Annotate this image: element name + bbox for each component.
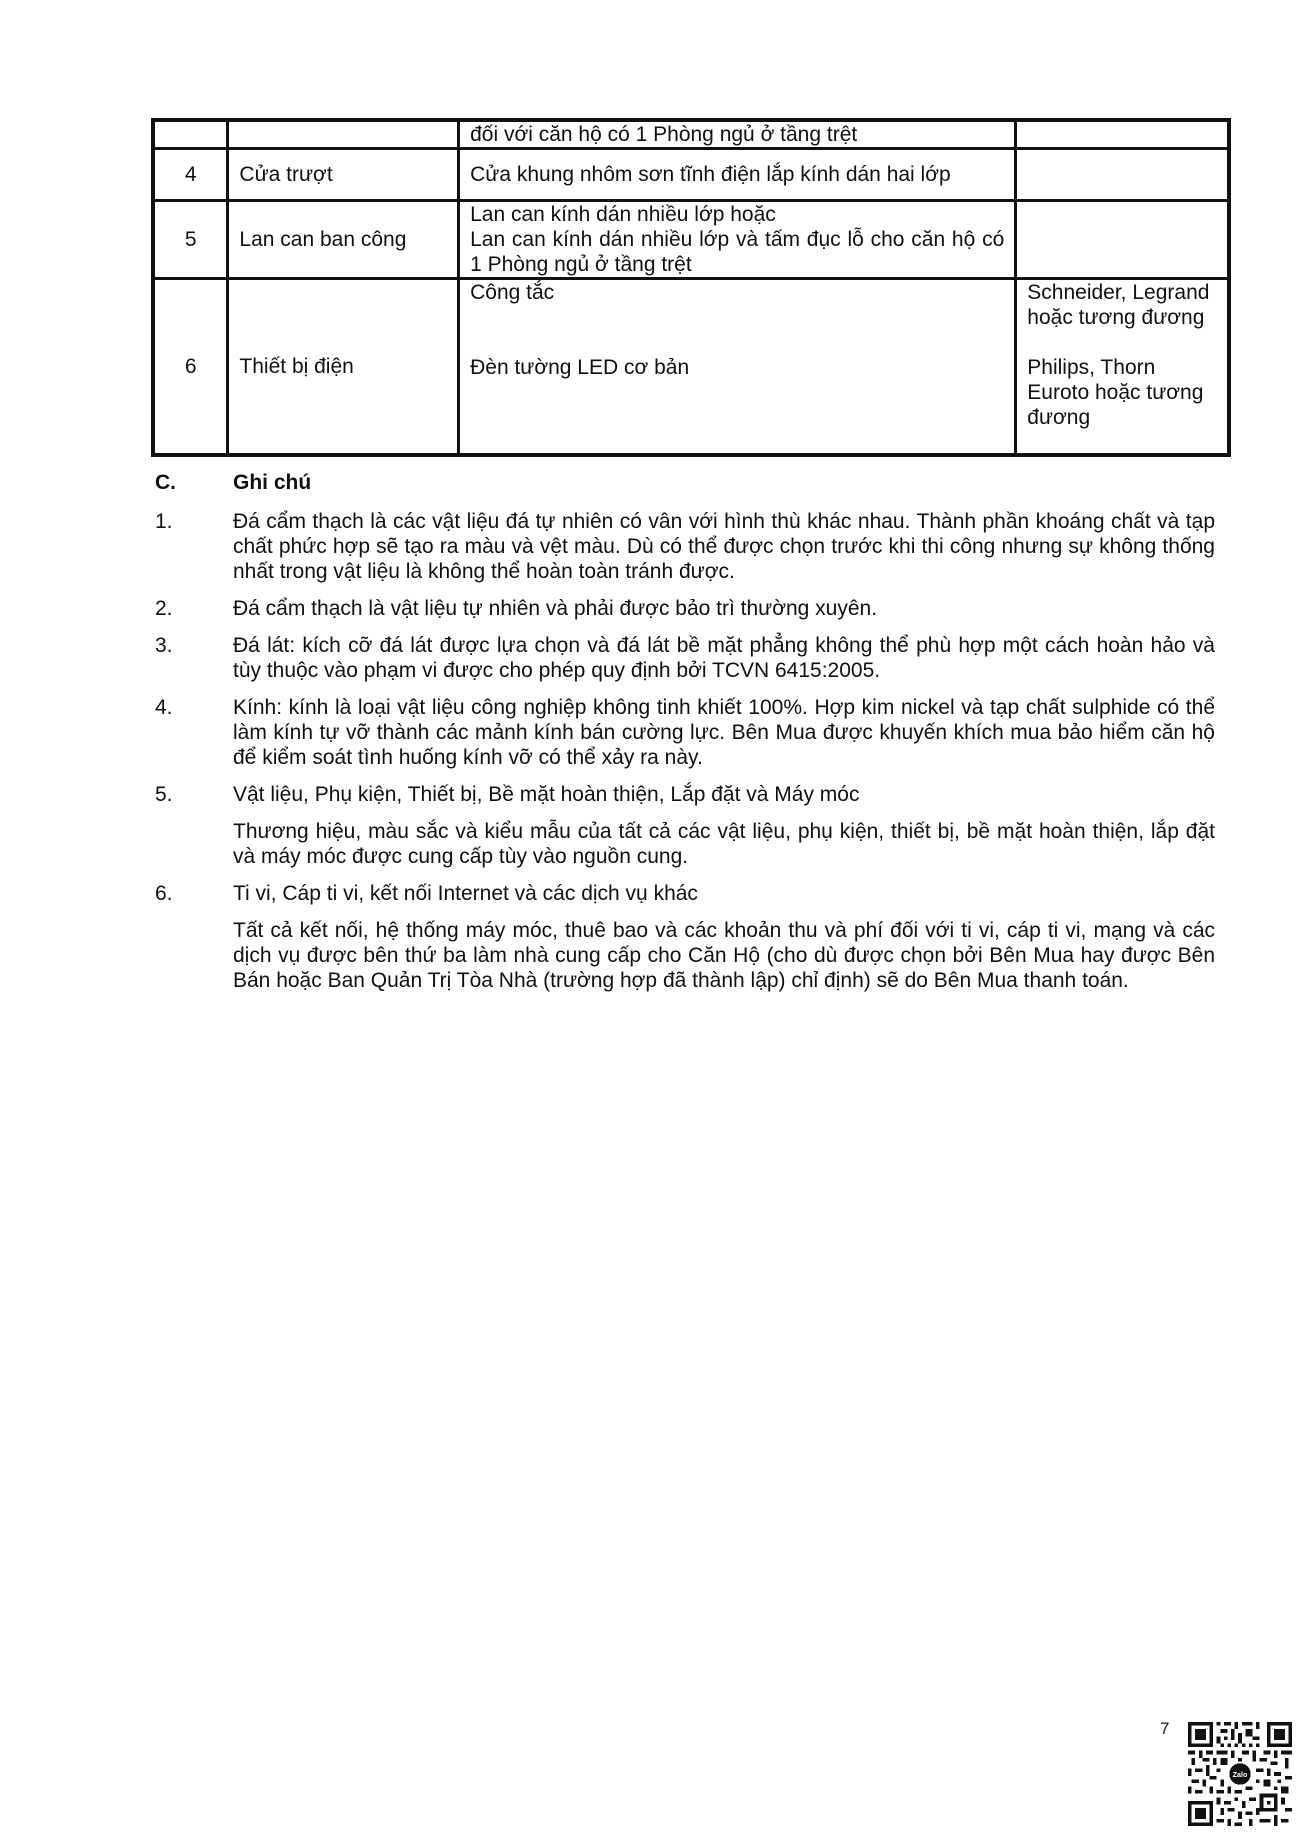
note-paragraph: Đá cẩm thạch là các vật liệu đá tự nhiên có vân với hình thù khác nhau. Thành phần khoáng chất và tạp chất phức hợp sẽ tạo ra màu và vệt màu. Dù có thể được chọn trước khi thi công nhưng sự không thống nhất trong vật liệu là không thể hoàn toàn tránh được. (233, 510, 1215, 583)
row-number-cell: 4 (153, 149, 228, 201)
notes-section (155, 470, 1215, 1005)
note-item (155, 596, 1215, 621)
section-title: Ghi chú (233, 471, 312, 494)
brand-line: Philips, Thorn Euroto hoặc tương đương (1027, 356, 1204, 429)
note-paragraph: Đá cẩm thạch là vật liệu tự nhiên và phải được bảo trì thường xuyên. (233, 597, 878, 620)
description-cell (459, 201, 1016, 279)
description-cell (459, 120, 1016, 149)
note-item (155, 633, 1215, 683)
brand-cell (1016, 201, 1229, 279)
note-subheading: Ti vi, Cáp ti vi, kết nối Internet và các dịch vụ khác (233, 882, 698, 905)
note-item (155, 695, 1215, 770)
row-number-cell: 5 (153, 201, 228, 279)
description-line: đối với căn hộ có 1 Phòng ngủ ở tầng trệt (470, 123, 858, 146)
note-body (233, 782, 1215, 869)
note-body (233, 596, 1215, 621)
note-number: 6. (155, 882, 173, 905)
brand-line: Schneider, Legrand hoặc tương đương (1027, 281, 1210, 329)
specification-table (151, 118, 1231, 457)
note-item (155, 509, 1215, 584)
notes-heading (155, 470, 1215, 495)
brand-cell (1016, 149, 1229, 201)
qr-code-icon (1188, 1722, 1292, 1826)
note-paragraph: Tất cả kết nối, hệ thống máy móc, thuê bao và các khoản thu và phí đối với ti vi, cáp ti vi, mạng và các dịch vụ được bên thứ ba làm nhà cung cấp cho Căn Hộ (cho dù được chọn bởi Bên Mua hay được Bên Bán hoặc Ban Quản Trị Tòa Nhà (trường hợp đã thành lập) chỉ định) sẽ do Bên Mua thanh toán. (233, 919, 1215, 992)
description-cell (459, 149, 1016, 201)
description-line: Đèn tường LED cơ bản (470, 356, 690, 379)
note-item (155, 881, 1215, 993)
note-body (233, 509, 1215, 584)
note-paragraph: Thương hiệu, màu sắc và kiểu mẫu của tất cả các vật liệu, phụ kiện, thiết bị, bề mặt hoàn thiện, lắp đặt và máy móc được cung cấp tùy vào nguồn cung. (233, 820, 1215, 868)
description-line: Công tắc (470, 281, 555, 304)
row-number-cell (153, 120, 228, 149)
description-line: Lan can kính dán nhiều lớp và tấm đục lỗ cho căn hộ có 1 Phòng ngủ ở tầng trệt (470, 228, 1005, 276)
note-subheading: Vật liệu, Phụ kiện, Thiết bị, Bề mặt hoàn thiện, Lắp đặt và Máy móc (233, 783, 860, 806)
brand-cell (1016, 120, 1229, 149)
item-cell: Lan can ban công (228, 201, 459, 279)
zalo-logo-text: Zalo (1232, 1770, 1248, 1779)
note-body (233, 695, 1215, 770)
page-number: 7 (1160, 1719, 1170, 1738)
table-row (153, 120, 1229, 149)
description-cell (459, 279, 1016, 455)
note-item (155, 782, 1215, 869)
note-number: 2. (155, 597, 173, 620)
item-cell: Thiết bị điện (228, 279, 459, 455)
item-cell: Cửa trượt (228, 149, 459, 201)
note-number: 3. (155, 634, 173, 657)
description-line: Lan can kính dán nhiều lớp hoặc (470, 203, 776, 226)
table-row (153, 279, 1229, 455)
section-label: C. (155, 471, 176, 494)
row-number-cell: 6 (153, 279, 228, 455)
note-body (233, 881, 1215, 993)
note-number: 1. (155, 510, 173, 533)
table-row (153, 201, 1229, 279)
item-cell (228, 120, 459, 149)
note-paragraph: Kính: kính là loại vật liệu công nghiệp không tinh khiết 100%. Hợp kim nickel và tạp chất sulphide có thể làm kính tự vỡ thành các mảnh kính bán cường lực. Bên Mua được khuyến khích mua bảo hiểm căn hộ để kiểm soát tình huống kính vỡ có thể xảy ra này. (233, 696, 1215, 769)
brand-cell (1016, 279, 1229, 455)
table-row (153, 149, 1229, 201)
description-line: Cửa khung nhôm sơn tĩnh điện lắp kính dán hai lớp (470, 163, 951, 186)
note-paragraph: Đá lát: kích cỡ đá lát được lựa chọn và đá lát bề mặt phẳng không thể phù hợp một cách hoàn hảo và tùy thuộc vào phạm vi được cho phép quy định bởi TCVN 6415:2005. (233, 634, 1215, 682)
note-number: 4. (155, 696, 173, 719)
note-number: 5. (155, 783, 173, 806)
note-body (233, 633, 1215, 683)
